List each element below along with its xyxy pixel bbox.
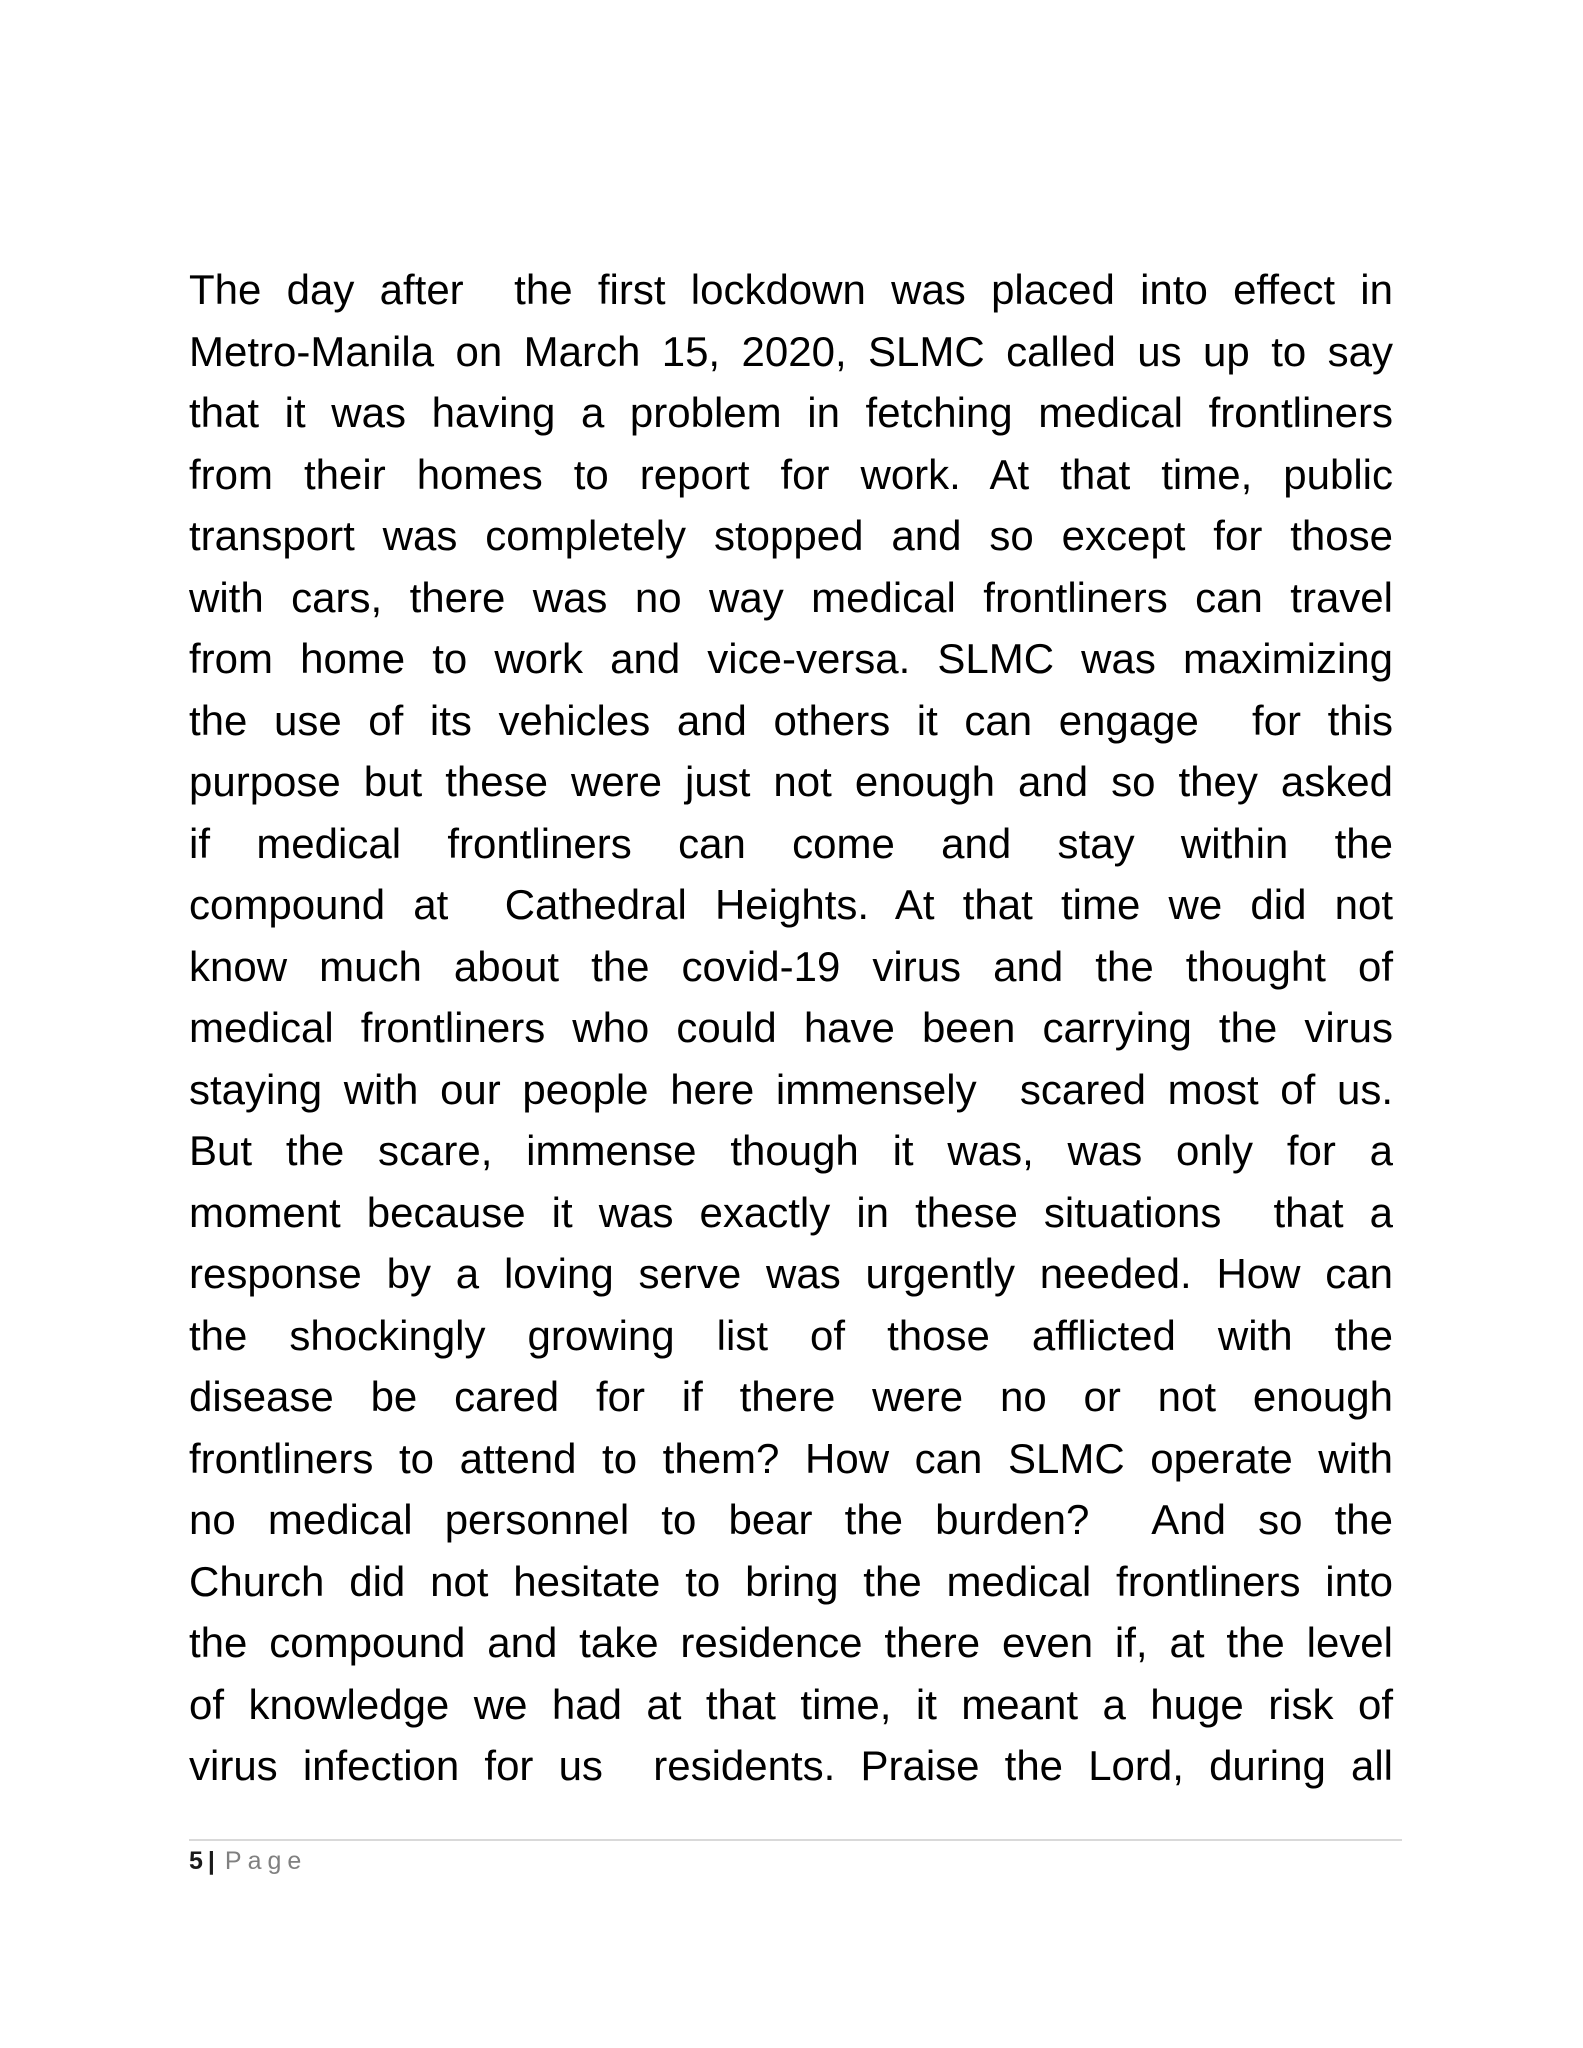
text-line: The day after the first lockdown was placed into effect in [189, 266, 1393, 313]
paragraph-block [189, 259, 1393, 1797]
text-line: response by a loving serve was urgently needed. How can [189, 1250, 1393, 1297]
footer-divider [189, 1839, 1402, 1841]
text-line: virus infection for us residents. Praise the Lord, during all [189, 1742, 1393, 1789]
text-line: frontliners to attend to them? How can SLMC operate with [189, 1434, 1393, 1482]
text-line: purpose but these were just not enough and so they asked [189, 758, 1393, 805]
text-line: from their homes to report for work. At that time, public [189, 450, 1393, 498]
text-line: Metro-Manila on March 15, 2020, SLMC called us up to say [189, 327, 1393, 375]
text-line: the shockingly growing list of those afflicted with the [189, 1311, 1393, 1359]
text-line: medical frontliners who could have been carrying the virus [189, 1004, 1393, 1051]
footer-separator: | [207, 1847, 215, 1875]
text-line: disease be cared for if there were no or not enough [189, 1373, 1393, 1420]
text-line: with cars, there was no way medical frontliners can travel [189, 573, 1393, 621]
footer-page-label: Page [224, 1847, 308, 1875]
text-line: moment because it was exactly in these situations that a [189, 1188, 1393, 1236]
text-line: the compound and take residence there even if, at the level [189, 1619, 1393, 1666]
page-number: 5 [189, 1847, 203, 1875]
text-line: if medical frontliners can come and stay within the [189, 819, 1393, 867]
text-line: compound at Cathedral Heights. At that time we did not [189, 881, 1393, 928]
text-line: of knowledge we had at that time, it meant a huge risk of [189, 1680, 1393, 1728]
text-line: Church did not hesitate to bring the medical frontliners into [189, 1557, 1393, 1605]
text-line: transport was completely stopped and so except for those [189, 512, 1393, 559]
text-line: that it was having a problem in fetching medical frontliners [189, 389, 1393, 436]
text-line: know much about the covid-19 virus and the thought of [189, 942, 1393, 990]
page-footer [189, 1847, 307, 1876]
text-line: no medical personnel to bear the burden? And so the [189, 1496, 1393, 1543]
text-line: staying with our people here immensely scared most of us. [189, 1065, 1393, 1113]
text-line: the use of its vehicles and others it can engage for this [189, 696, 1393, 744]
text-line: from home to work and vice-versa. SLMC was maximizing [189, 635, 1393, 682]
text-line: But the scare, immense though it was, was only for a [189, 1127, 1393, 1174]
